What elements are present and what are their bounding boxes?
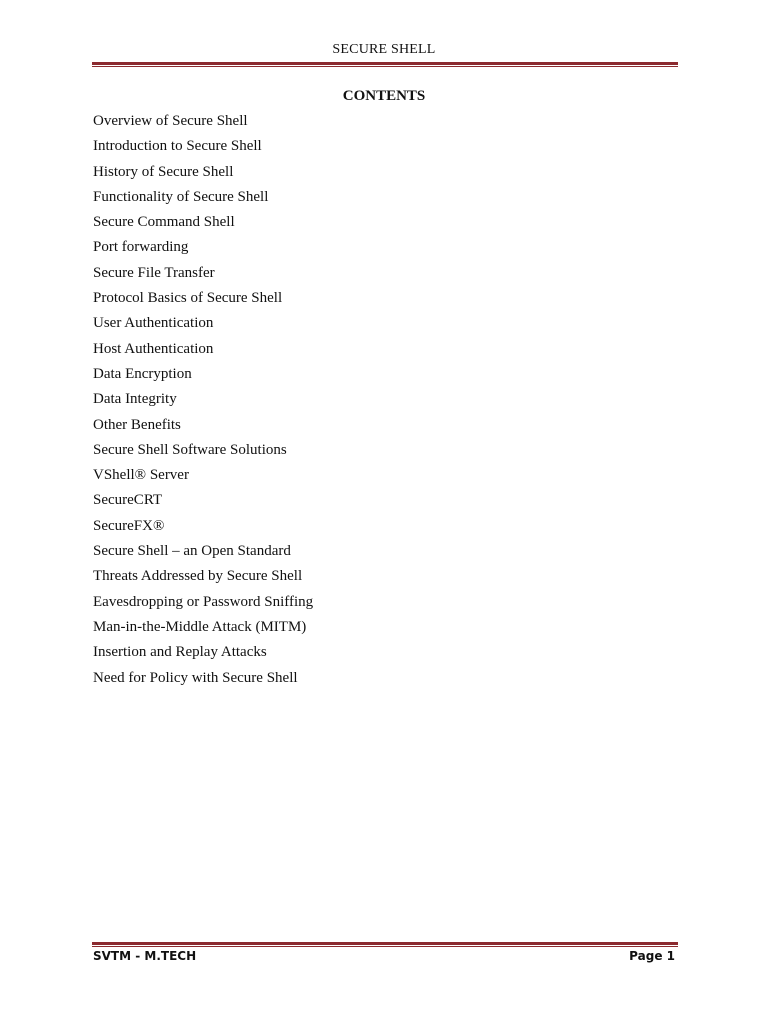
contents-item: User Authentication <box>93 315 214 332</box>
contents-list <box>93 111 313 693</box>
footer-rule-thick <box>92 942 678 945</box>
contents-item: Other Benefits <box>93 416 181 433</box>
footer-rule <box>92 942 678 947</box>
header-rule-thick <box>92 62 678 65</box>
contents-item: History of Secure Shell <box>93 163 234 180</box>
contents-item: Data Integrity <box>93 391 177 408</box>
contents-item: Eavesdropping or Password Sniffing <box>93 593 314 610</box>
footer-rule-thin <box>92 946 678 947</box>
contents-item: Host Authentication <box>93 340 214 357</box>
contents-item: Secure Shell Software Solutions <box>93 441 287 458</box>
contents-item: Functionality of Secure Shell <box>93 188 269 205</box>
header-rule <box>92 62 678 67</box>
contents-item: VShell® Server <box>93 467 189 484</box>
contents-item: Secure Shell – an Open Standard <box>93 543 291 560</box>
page-number: Page 1 <box>629 949 675 963</box>
contents-item: Threats Addressed by Secure Shell <box>93 568 303 585</box>
contents-item: Port forwarding <box>93 239 189 256</box>
contents-item: Introduction to Secure Shell <box>93 138 262 155</box>
contents-item: SecureCRT <box>93 492 163 509</box>
header-rule-thin <box>92 66 678 67</box>
contents-item: Secure Command Shell <box>93 214 235 231</box>
contents-item: Protocol Basics of Secure Shell <box>93 290 283 307</box>
footer-institution: SVTM - M.TECH <box>93 949 197 963</box>
contents-item: Man-in-the-Middle Attack (MITM) <box>93 618 307 635</box>
contents-item: Secure File Transfer <box>93 264 215 281</box>
contents-item: Data Encryption <box>93 365 192 382</box>
contents-heading: CONTENTS <box>342 88 426 104</box>
contents-item: Overview of Secure Shell <box>93 113 248 129</box>
header-title: SECURE SHELL <box>332 42 436 57</box>
contents-item: Need for Policy with Secure Shell <box>93 669 298 686</box>
contents-item: SecureFX® <box>93 517 165 534</box>
contents-item: Insertion and Replay Attacks <box>93 644 267 661</box>
